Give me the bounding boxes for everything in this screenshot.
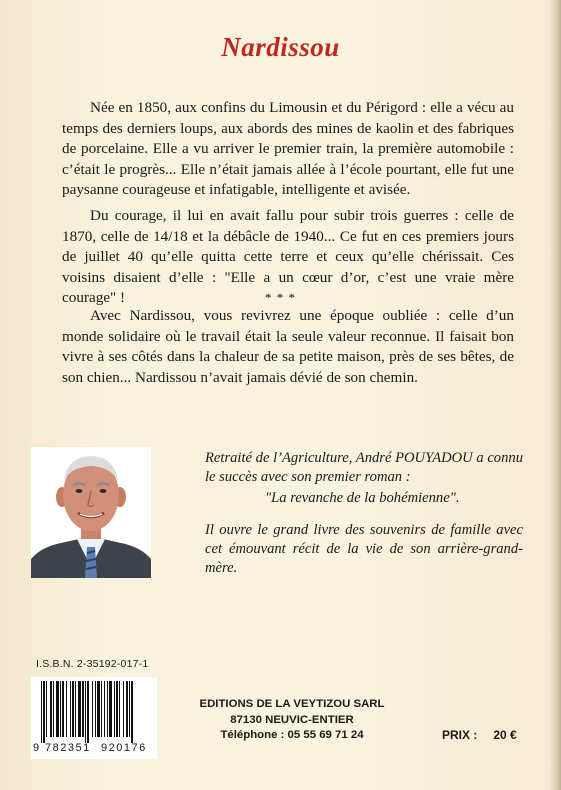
barcode-bars <box>31 677 157 743</box>
barcode-bar <box>66 681 67 737</box>
barcode-bar <box>95 681 96 737</box>
author-photo <box>31 447 151 578</box>
barcode-bar <box>126 681 128 737</box>
price-amount: 20 € <box>493 728 517 742</box>
publisher-info <box>172 697 412 744</box>
barcode-left-digits: 782351 <box>45 742 91 754</box>
synopsis-paragraph-2: Du courage, il lui en avait fallu pour subir trois guerres : celle de 1870, celle de 14/18 et la débâcle de 1940... Ce fut en ces premiers jours de juillet 40 qu’elle quitta cette terre et ceux qu’elle chérissait. Ces voisins disaient d’elle : "Elle a un cœur d’or, c’est une vraie mère courage" ! <box>62 207 514 307</box>
barcode-bar <box>75 681 76 737</box>
barcode-bar <box>62 681 64 737</box>
barcode-bar <box>50 681 52 737</box>
barcode-bar <box>97 681 100 737</box>
barcode-bar <box>129 681 130 737</box>
barcode-bar <box>131 681 133 743</box>
barcode-bar <box>109 681 112 737</box>
publisher-address: 87130 NEUVIC-ENTIER <box>230 713 354 726</box>
synopsis-paragraph-1: Née en 1850, aux confins du Limousin et du Périgord : elle a vécu au temps des derniers loups, aux abords des mines de kaolin et des fabriques de porcelaine. Elle a vu arriver le premier train, la première automobile : c’était le progrès... Elle n’était jamais allée à l’école pourtant, elle fut une paysanne courageuse et infatigable, intelligente et avisée. <box>62 99 514 199</box>
barcode-bar <box>72 681 74 737</box>
author-intro: Retraité de l’Agriculture, André POUYADOU a connu le succès avec son premier roman : <box>205 450 523 486</box>
section-separator: * * * <box>265 290 296 305</box>
price-label: PRIX : <box>442 728 478 742</box>
barcode-bar <box>92 681 93 737</box>
barcode-lead-digit: 9 <box>33 742 40 754</box>
page-edge <box>551 0 561 790</box>
barcode-bar <box>116 681 118 737</box>
barcode-bar <box>78 681 81 737</box>
barcode-bar <box>70 681 71 737</box>
barcode-bar <box>87 681 89 743</box>
publisher-name: EDITIONS DE LA VEYTIZOU SARL <box>199 698 385 710</box>
publisher-phone: Téléphone : 05 55 69 71 24 <box>220 729 364 741</box>
barcode-bar <box>123 681 124 737</box>
barcode-bar <box>85 681 86 743</box>
barcode-bar <box>104 681 105 737</box>
barcode-bar <box>41 681 42 743</box>
barcode-digits <box>31 742 157 758</box>
barcode-bar <box>53 681 54 737</box>
barcode-bar <box>43 681 45 743</box>
barcode-bar <box>107 681 108 737</box>
first-novel-title: "La revanche de la bohémienne". <box>265 489 460 506</box>
barcode-bar <box>46 681 47 737</box>
author-closing: Il ouvre le grand livre des souvenirs de famille avec cet émouvant récit de la vie de son arrière-grand-mère. <box>205 521 523 577</box>
synopsis-paragraph-3: Avec Nardissou, vous revivrez une époque oubliée : celle d’un monde solidaire où le travail était la seule valeur reconnue. Il faisait bon vivre à ses côtés dans la chaleur de sa petite maison, près de ses bêtes, de son chien... Nardissou n’avait jamais dévié de son chemin. <box>62 307 514 386</box>
author-portrait-image <box>31 447 151 578</box>
barcode-bar <box>114 681 115 737</box>
barcode-bar <box>60 681 61 737</box>
author-bio <box>205 449 523 579</box>
isbn-label: I.S.B.N. 2-35192-017-1 <box>36 658 149 670</box>
barcode-bar <box>56 681 59 737</box>
barcode-bar <box>101 681 102 737</box>
book-title: Nardissou <box>221 32 340 62</box>
barcode-bar <box>119 681 120 737</box>
barcode-bar <box>82 681 84 737</box>
price <box>442 728 517 742</box>
barcode-right-digits: 920176 <box>101 742 147 754</box>
